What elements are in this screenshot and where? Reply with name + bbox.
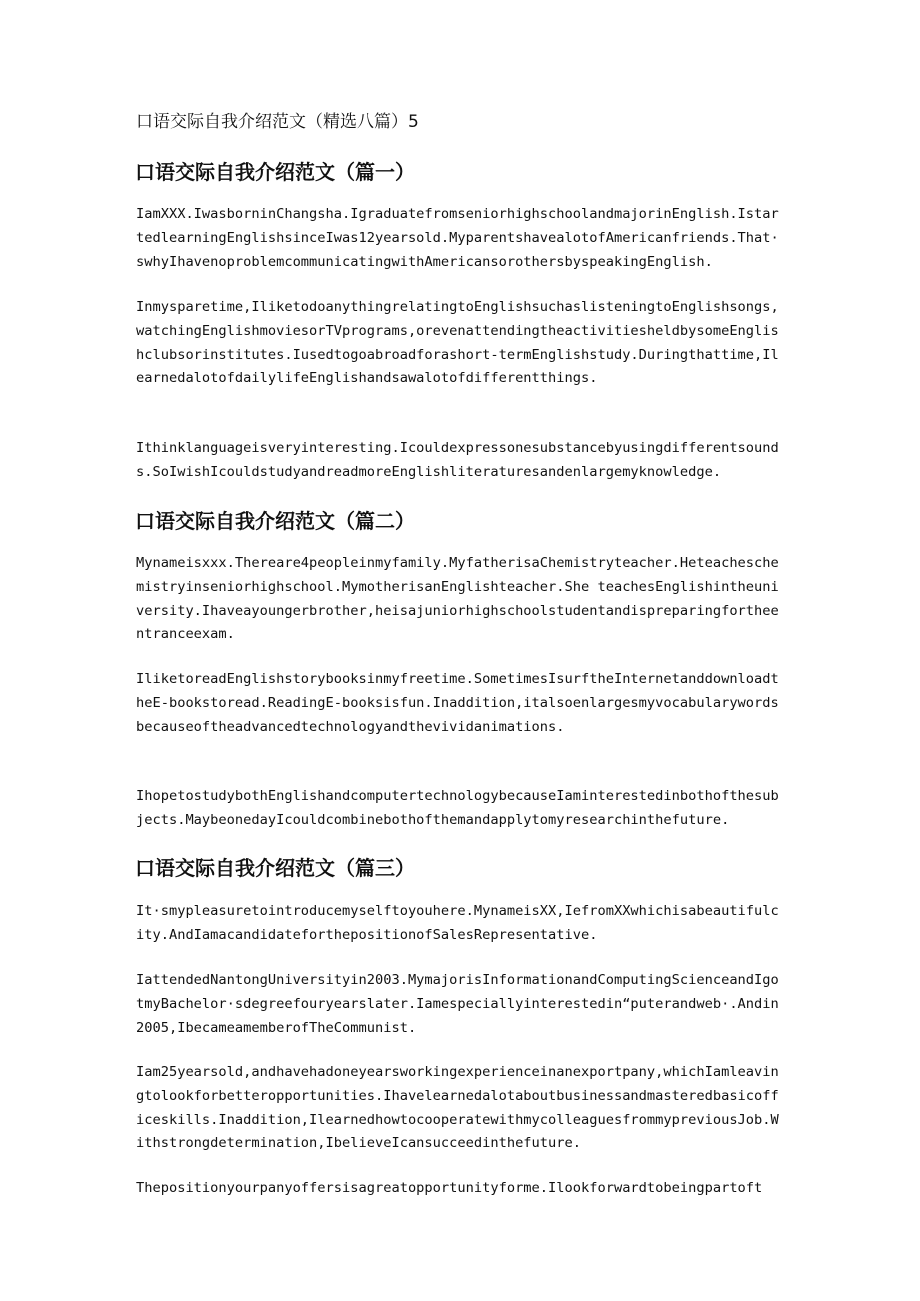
section-heading-1: 口语交际自我介绍范文（篇一） xyxy=(135,160,415,184)
paragraph-2-1: Mynameisxxx.Thereare4peopleinmyfamily.MyfatherisaChemistryteacher.Heteacheschemistryinseniorhighschool.MymotherisanEnglishteacher.She teachesEnglishintheuniversity.Ihaveayoungerbrother,heisajuniorhighschoolstudentandispreparingfortheentranceexam. xyxy=(136,555,779,643)
paragraph-3-3: Iam25yearsold,andhavehadoneyearsworkingexperienceinanexportpany,whichIamleavingtolookforbetteropportunities.Ihavelearnedalotaboutbusinessandmasteredbasicofficeskills.Inaddition,IlearnedhowtocooperatewithmycolleaguesfrommypreviousJob.Withstrongdetermination,IbelieveIcansucceedinthefuture. xyxy=(136,1064,779,1152)
paragraph-3-4: Thepositionyourpanyoffersisagreatopportunityforme.Ilookforwardtobeingpartoft xyxy=(136,1180,763,1196)
section-heading-3: 口语交际自我介绍范文（篇三） xyxy=(135,856,415,880)
paragraph-1-3: Ithinklanguageisveryinteresting.Icouldexpressonesubstancebyusingdifferentsounds.SoIwishIcouldstudyandreadmoreEnglishliteraturesandenlargemyknowledge. xyxy=(136,440,779,480)
paragraph-3-1: It·smypleasuretointroducemyselftoyouhere.MynameisXX,IefromXXwhichisabeautifulcity.AndIamacandidateforthepositionofSalesRepresentative. xyxy=(136,903,779,943)
document-title: 口语交际自我介绍范文（精选八篇）5 xyxy=(136,112,419,132)
paragraph-1-1: IamXXX.IwasborninChangsha.IgraduatefromseniorhighschoolandmajorinEnglish.IstartedlearningEnglishsinceIwas12yearsold.MyparentshavealotofAmericanfriends.That·swhyIhavenoproblemcommunicatingwithAmericansorothersbyspeakingEnglish. xyxy=(136,206,779,270)
paragraph-3-2: IattendedNantongUniversityin2003.MymajorisInformationandComputingScienceandIgotmyBachelor·sdegreefouryearslater.Iamespeciallyinterestedin“puterandweb·.Andin2005,IbecameamemberofTheCommunist. xyxy=(136,972,779,1036)
paragraph-1-2: Inmysparetime,IliketodoanythingrelatingtoEnglishsuchaslisteningtoEnglishsongs,watchingEnglishmoviesorTVprograms,orevenattendingtheactivitiesheldbysomeEnglishclubsorinstitutes.Iusedtogoabroadforashort-termEnglishstudy.Duringthattime,IlearnedalotofdailylifeEnglishandsawalotofdifferentthings. xyxy=(136,299,779,387)
section-heading-2: 口语交际自我介绍范文（篇二） xyxy=(135,509,415,533)
paragraph-2-3: IhopetostudybothEnglishandcomputertechnologybecauseIaminterestedinbothofthesubjects.MaybeonedayIcouldcombinebothofthemandapplytomyresearchinthefuture. xyxy=(136,788,779,828)
paragraph-2-2: IliketoreadEnglishstorybooksinmyfreetime.SometimesIsurftheInternetanddownloadtheE-bookstoread.ReadingE-booksisfun.Inaddition,italsoenlargesmyvocabularywordsbecauseoftheadvancedtechnologyandthevividanimations. xyxy=(136,671,779,735)
